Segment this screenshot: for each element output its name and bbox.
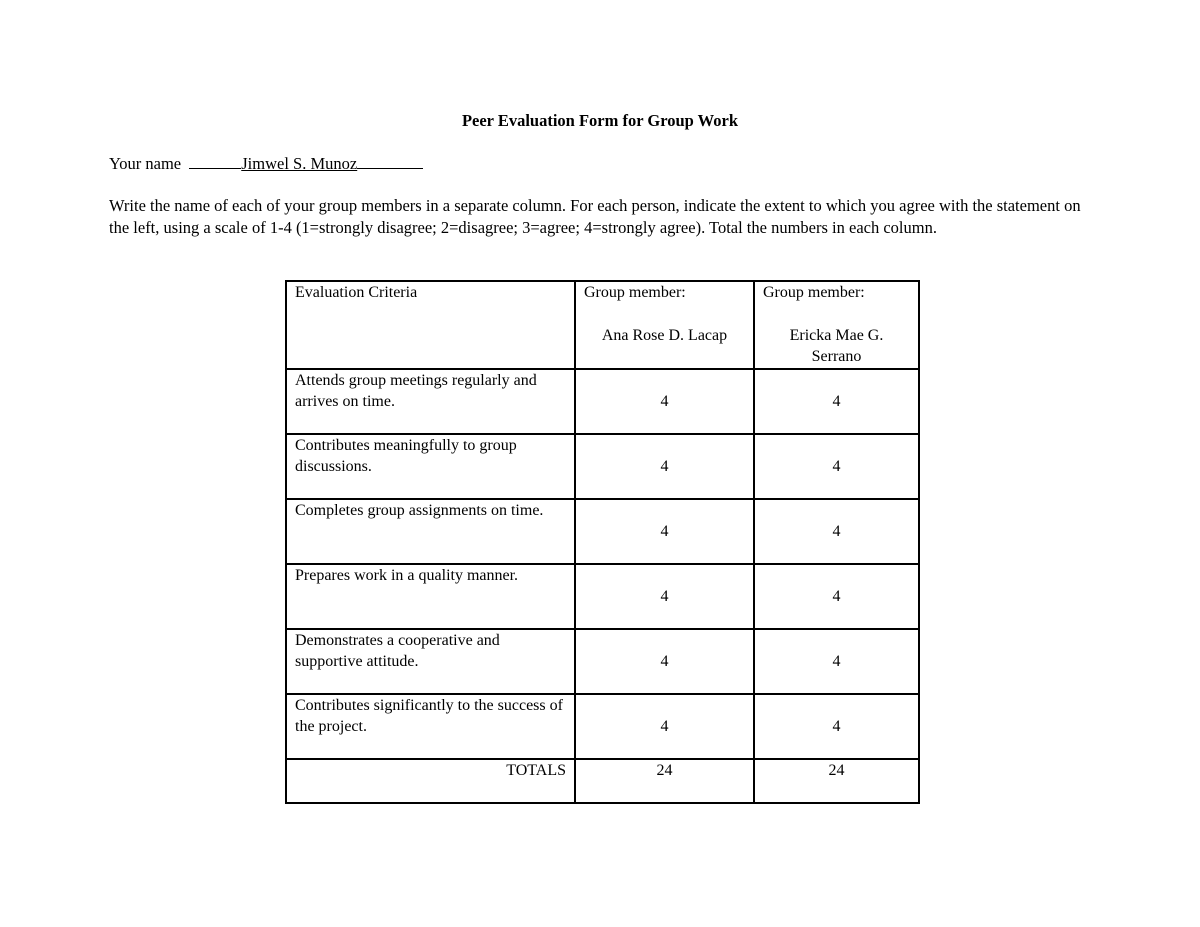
score-value: 4: [660, 522, 669, 540]
score-cell: [754, 629, 919, 694]
criteria-header: Evaluation Criteria: [295, 284, 418, 301]
score-cell: [575, 564, 754, 629]
totals-label: TOTALS: [506, 761, 566, 779]
score-cell: [754, 694, 919, 759]
score-cell: [754, 564, 919, 629]
evaluation-table: [285, 280, 920, 804]
score-cell: [575, 629, 754, 694]
score-value: 4: [660, 587, 669, 605]
table-row: [286, 434, 919, 499]
criterion-cell: [286, 694, 575, 759]
score-value: 4: [832, 717, 841, 735]
score-cell: [754, 499, 919, 564]
score-value: 4: [660, 717, 669, 735]
your-name-line: [109, 153, 423, 175]
member-name: Ana Rose D. Lacap: [601, 326, 728, 344]
criterion-text: Contributes significantly to the success of the project.: [295, 696, 563, 735]
your-name-value: Jimwel S. Munoz: [241, 154, 358, 173]
score-value: 4: [660, 392, 669, 410]
score-value: 4: [832, 652, 841, 670]
table-row: [286, 629, 919, 694]
document-title: Peer Evaluation Form for Group Work: [461, 111, 739, 130]
total-cell: [754, 759, 919, 803]
score-cell: [575, 434, 754, 499]
table-row: [286, 369, 919, 434]
total-value: 24: [656, 761, 673, 779]
member-header-cell: [575, 281, 754, 369]
table-row: [286, 499, 919, 564]
score-cell: [754, 434, 919, 499]
table-header-row: [286, 281, 919, 369]
score-value: 4: [832, 457, 841, 475]
member-label: Group member:: [584, 284, 686, 301]
score-cell: [754, 369, 919, 434]
criterion-text: Prepares work in a quality manner.: [295, 566, 519, 584]
criterion-text: Completes group assignments on time.: [295, 501, 544, 519]
total-value: 24: [828, 761, 845, 779]
totals-row: [286, 759, 919, 803]
member-header-cell: [754, 281, 919, 369]
criterion-text: Contributes meaningfully to group discussions.: [295, 436, 517, 475]
criterion-cell: [286, 369, 575, 434]
name-blank-right: [357, 153, 423, 169]
criterion-cell: [286, 564, 575, 629]
criterion-cell: [286, 629, 575, 694]
criteria-header-cell: [286, 281, 575, 369]
criterion-text: Attends group meetings regularly and arrives on time.: [295, 371, 537, 410]
score-cell: [575, 369, 754, 434]
name-blank-left: [189, 153, 241, 169]
score-value: 4: [832, 522, 841, 540]
member-label: Group member:: [763, 284, 865, 301]
table-row: [286, 694, 919, 759]
score-cell: [575, 499, 754, 564]
criterion-cell: [286, 499, 575, 564]
table-row: [286, 564, 919, 629]
score-value: 4: [832, 392, 841, 410]
score-value: 4: [660, 457, 669, 475]
instructions-paragraph: Write the name of each of your group members in a separate column. For each person, indicate the extent to which you agree with the statement on the left, using a scale of 1-4 (1=strongly disagree; 2=disagree; 3=agree; 4=strongly agree). Total the numbers in each column.: [109, 196, 1081, 237]
score-cell: [575, 694, 754, 759]
member-name: Ericka Mae G. Serrano: [789, 326, 884, 365]
score-value: 4: [660, 652, 669, 670]
score-value: 4: [832, 587, 841, 605]
criterion-text: Demonstrates a cooperative and supportive attitude.: [295, 631, 500, 670]
totals-label-cell: [286, 759, 575, 803]
total-cell: [575, 759, 754, 803]
criterion-cell: [286, 434, 575, 499]
your-name-label: Your name: [109, 154, 182, 173]
